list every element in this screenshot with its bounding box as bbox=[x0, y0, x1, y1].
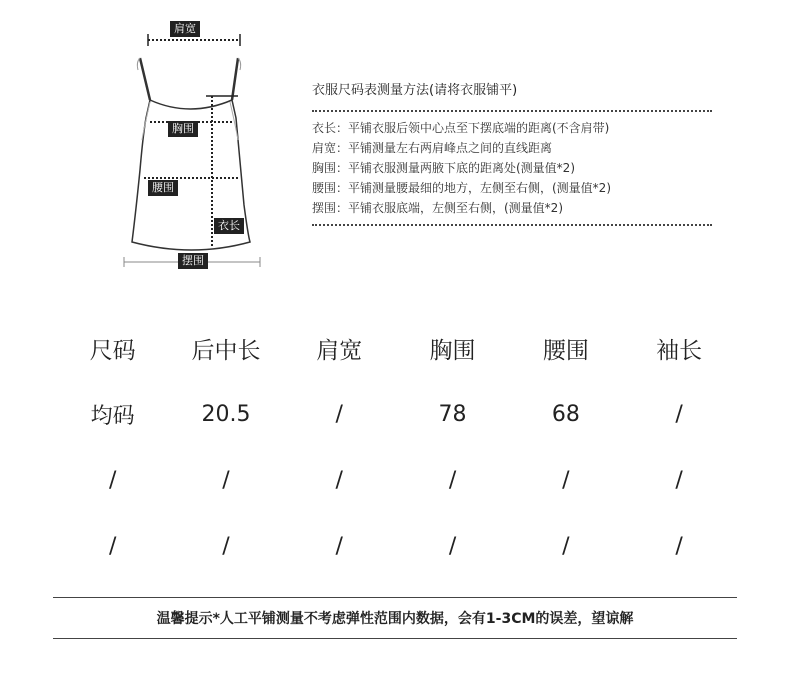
garment-diagram bbox=[110, 10, 290, 275]
table-cell: / bbox=[222, 533, 230, 559]
table-cell: / bbox=[675, 401, 683, 427]
measure-line-length: 衣长：平铺衣服后领中心点至下摆底端的距离(不含肩带) bbox=[312, 121, 610, 135]
table-cell: / bbox=[562, 467, 570, 493]
measure-line-hem: 摆围：平铺衣服底端，左侧至右侧，(测量值*2) bbox=[312, 201, 563, 215]
size-table bbox=[56, 315, 736, 579]
length-label: 衣长 bbox=[214, 218, 244, 234]
header-back-length: 后中长 bbox=[191, 337, 261, 364]
measurement-method bbox=[312, 80, 712, 226]
table-cell: / bbox=[335, 533, 343, 559]
table-cell: / bbox=[448, 467, 457, 493]
table-header-row bbox=[56, 315, 736, 381]
table-cell: / bbox=[675, 467, 683, 493]
hem-label: 摆围 bbox=[178, 253, 208, 269]
measure-line-chest: 胸围：平铺衣服测量两腋下底的距离处(测量值*2) bbox=[312, 161, 575, 175]
measurement-title: 衣服尺码表测量方法(请将衣服铺平) bbox=[312, 83, 518, 98]
header-shoulder: 肩宽 bbox=[316, 337, 363, 364]
table-cell: 78 bbox=[438, 401, 467, 427]
header-size: 尺码 bbox=[89, 337, 136, 364]
measure-line-shoulder: 肩宽：平铺测量左右两肩峰点之间的直线距离 bbox=[312, 141, 553, 155]
table-row bbox=[56, 381, 736, 447]
table-row bbox=[56, 513, 736, 579]
header-chest: 胸围 bbox=[429, 337, 476, 364]
table-cell: / bbox=[562, 533, 570, 559]
table-cell: 20.5 bbox=[201, 401, 251, 427]
header-waist: 腰围 bbox=[542, 337, 589, 364]
table-cell: / bbox=[335, 401, 343, 427]
camisole-illustration bbox=[110, 10, 290, 275]
measure-line-waist: 腰围：平铺测量腰最细的地方，左侧至右侧，(测量值*2) bbox=[312, 181, 612, 195]
waist-label: 腰围 bbox=[148, 180, 178, 196]
divider-bottom bbox=[312, 224, 712, 226]
measurement-disclaimer: 温馨提示*人工平铺测量不考虑弹性范围内数据，会有1-3CM的误差，望谅解 bbox=[53, 597, 737, 639]
chest-label: 胸围 bbox=[168, 121, 198, 137]
table-cell: / bbox=[675, 533, 683, 559]
table-cell: / bbox=[222, 467, 230, 493]
table-cell: / bbox=[448, 533, 457, 559]
table-cell: 68 bbox=[551, 401, 580, 427]
table-row bbox=[56, 447, 736, 513]
shoulder-label: 肩宽 bbox=[170, 21, 200, 37]
measurement-lines bbox=[312, 112, 712, 224]
table-cell: 均码 bbox=[90, 403, 135, 429]
table-cell: / bbox=[108, 533, 117, 559]
header-sleeve: 袖长 bbox=[656, 337, 703, 364]
table-cell: / bbox=[108, 467, 117, 493]
table-cell: / bbox=[335, 467, 343, 493]
